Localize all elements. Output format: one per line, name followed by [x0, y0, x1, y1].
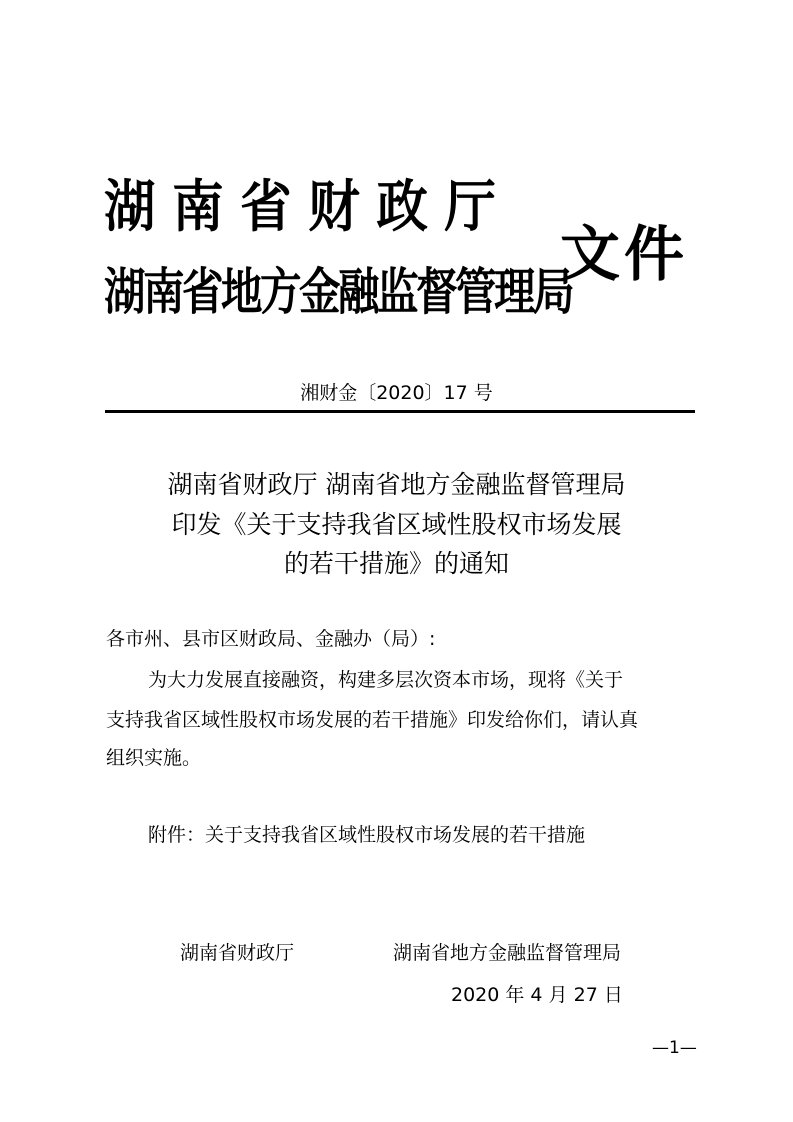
body-paragraph-line-1: 为大力发展直接融资，构建多层次资本市场，现将《关于 — [148, 669, 624, 691]
title-line-1: 湖南省财政厅 湖南省地方金融监督管理局 — [167, 470, 626, 499]
title-line-3: 的若干措施》的通知 — [283, 549, 509, 578]
body-paragraph-line-2: 支持我省区域性股权市场发展的若干措施》印发给你们，请认真 — [106, 709, 639, 731]
body-paragraph-line-3: 组织实施。 — [106, 747, 202, 769]
page-number: —1— — [652, 1038, 697, 1058]
signature-issuer-1: 湖南省财政厅 — [180, 942, 295, 964]
issue-date: 2020 年 4 月 27 日 — [451, 984, 623, 1006]
header-divider — [105, 410, 695, 413]
document-suffix: 文件 — [560, 220, 688, 290]
issuing-agency-line-2: 湖南省地方金融监督管理局 — [104, 263, 573, 321]
attachment-note: 附件：关于支持我省区域性股权市场发展的若干措施 — [148, 824, 586, 846]
document-number: 湘财金〔2020〕17 号 — [300, 382, 493, 404]
addressee: 各市州、县市区财政局、金融办（局）: — [106, 628, 436, 650]
signature-issuer-2: 湖南省地方金融监督管理局 — [393, 942, 622, 964]
title-line-2: 印发《关于支持我省区域性股权市场发展 — [171, 510, 622, 539]
issuing-agency-line-1: 湖南省财政厅 — [104, 175, 513, 240]
